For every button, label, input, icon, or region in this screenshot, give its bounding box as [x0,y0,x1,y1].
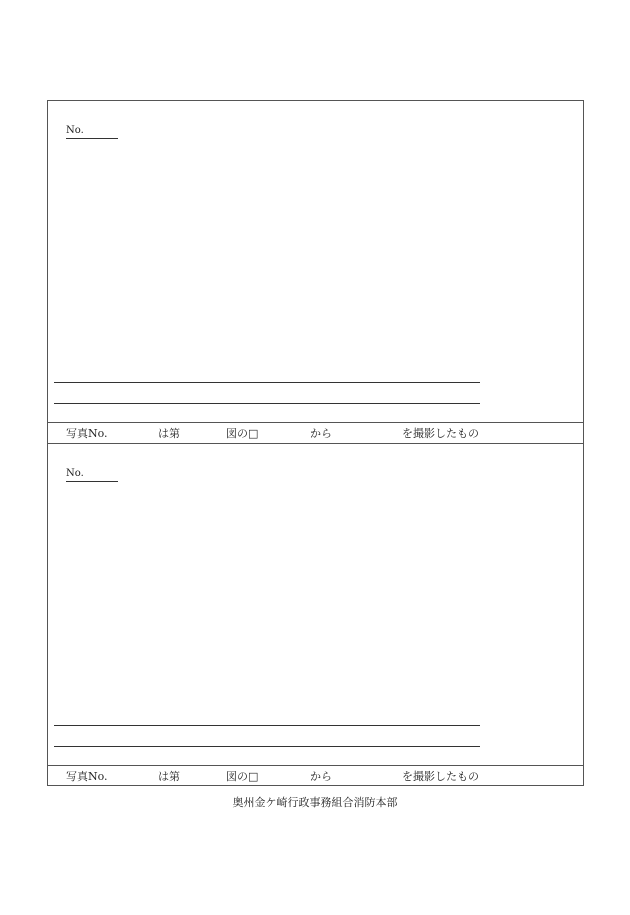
caption-zu-no-box: 図の□ [226,770,259,783]
caption-kara: から [310,770,332,783]
description-line-2 [54,403,480,404]
organization-footer: 奥州金ケ崎行政事務組合消防本部 [232,796,398,809]
photo-number-label: No. [66,468,118,482]
photo-caption-row [48,765,583,787]
caption-zu-no-box: 図の□ [226,427,259,440]
caption-photo-no: 写真No. [66,770,108,783]
photo-caption-row [48,422,583,444]
description-line-1 [54,382,480,383]
photo-number-label: No. [66,125,118,139]
caption-ha-dai: は第 [158,770,180,783]
caption-photo-no: 写真No. [66,427,108,440]
photo-panel-2 [48,444,583,787]
caption-wo-satsuei: を撮影したもの [402,427,479,440]
caption-ha-dai: は第 [158,427,180,440]
photo-form-frame [47,100,584,786]
description-line-1 [54,725,480,726]
caption-kara: から [310,427,332,440]
description-line-2 [54,746,480,747]
photo-panel-1 [48,101,583,444]
caption-wo-satsuei: を撮影したもの [402,770,479,783]
